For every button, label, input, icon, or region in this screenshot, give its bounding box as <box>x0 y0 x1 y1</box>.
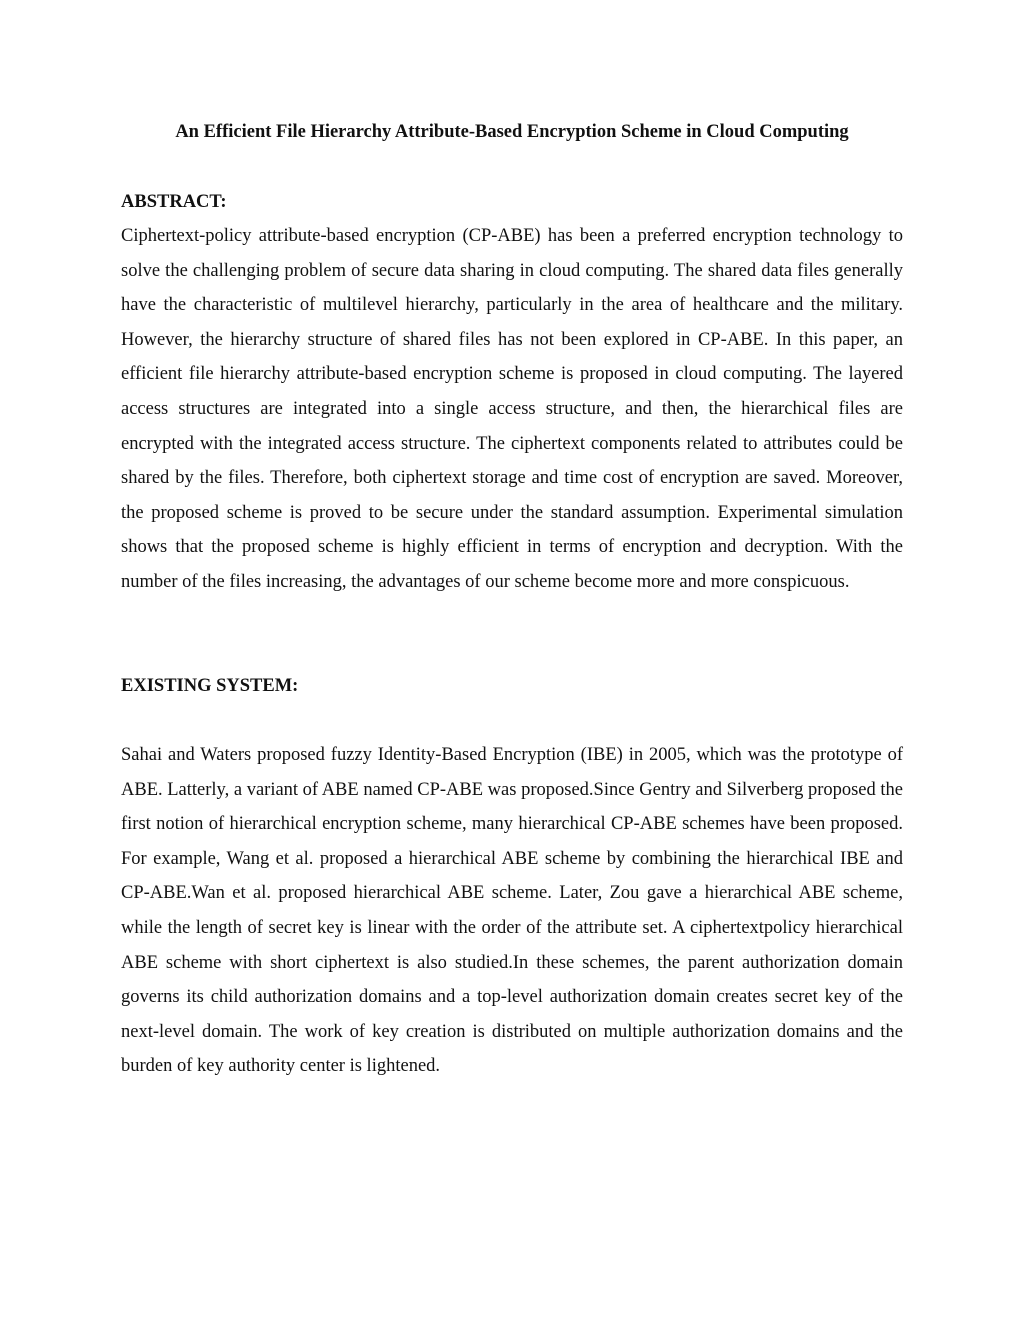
abstract-paragraph: Ciphertext-policy attribute-based encryption (CP-ABE) has been a preferred encryption technology to solve the challenging problem of secure data sharing in cloud computing. The shared data files generally have the characteristic of multilevel hierarchy, particularly in the area of healthcare and the military. However, the hierarchy structure of shared files has not been explored in CP-ABE. In this paper, an efficient file hierarchy attribute-based encryption scheme is proposed in cloud computing. The layered access structures are integrated into a single access structure, and then, the hierarchical files are encrypted with the integrated access structure. The ciphertext components related to attributes could be shared by the files. Therefore, both ciphertext storage and time cost of encryption are saved. Moreover, the proposed scheme is proved to be secure under the standard assumption. Experimental simulation shows that the proposed scheme is highly efficient in terms of encryption and decryption. With the number of the files increasing, the advantages of our scheme become more and more conspicuous. <box>121 226 903 592</box>
abstract-heading: ABSTRACT: <box>121 192 227 212</box>
existing-system-paragraph: Sahai and Waters proposed fuzzy Identity-Based Encryption (IBE) in 2005, which was the prototype of ABE. Latterly, a variant of ABE named CP-ABE was proposed.Since Gentry and Silverberg proposed the first notion of hierarchical encryption scheme, many hierarchical CP-ABE schemes have been proposed. For example, Wang et al. proposed a hierarchical ABE scheme by combining the hierarchical IBE and CP-ABE.Wan et al. proposed hierarchical ABE scheme. Later, Zou gave a hierarchical ABE scheme, while the length of secret key is linear with the order of the attribute set. A ciphertextpolicy hierarchical ABE scheme with short ciphertext is also studied.In these schemes, the parent authorization domain governs its child authorization domains and a top-level authorization domain creates secret key of the next-level domain. The work of key creation is distributed on multiple authorization domains and the burden of key authority center is lightened. <box>121 745 903 1077</box>
document-title: An Efficient File Hierarchy Attribute-Based Encryption Scheme in Cloud Computing <box>175 122 849 142</box>
existing-system-heading: EXISTING SYSTEM: <box>121 676 299 696</box>
